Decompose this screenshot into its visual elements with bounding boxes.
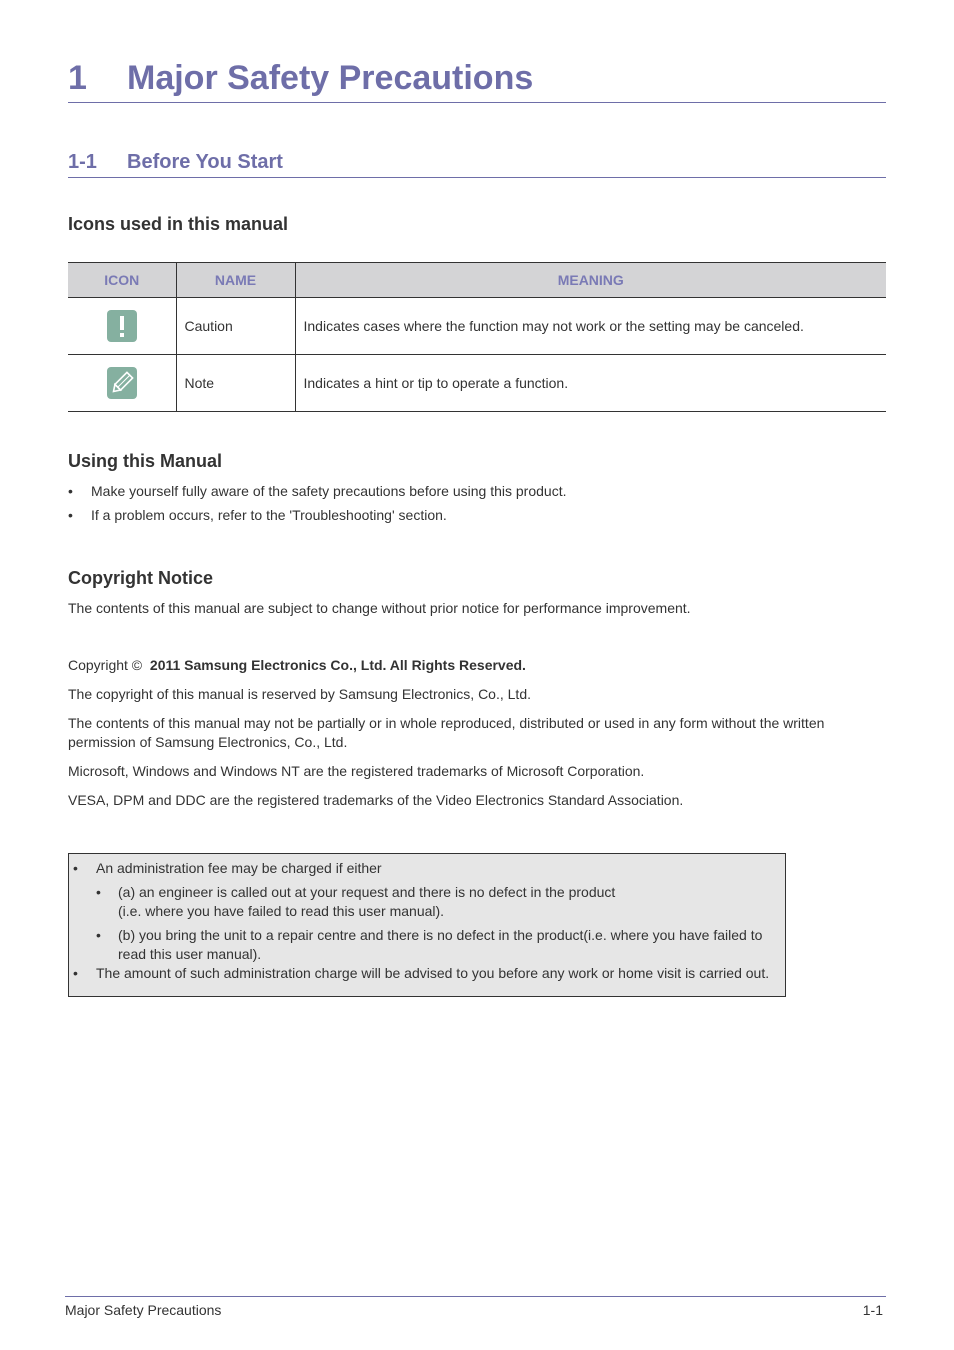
copyright-prefix: Copyright © [68,657,143,673]
section-title-text: Before You Start [127,151,283,173]
icons-table [68,262,886,412]
table-header-row [68,263,886,298]
notice-item [73,859,781,964]
footer-title: Major Safety Precautions [65,1302,222,1318]
copyright-line [68,656,868,675]
icons-heading: Icons used in this manual [68,214,289,234]
icon-cell [68,298,176,355]
copyright-paragraph: The copyright of this manual is reserved by Samsung Electronics, Co., Ltd. [68,686,531,702]
copyright-holder: 2011 Samsung Electronics Co., Ltd. All Rights Reserved. [149,657,526,673]
name-cell: Note [176,355,295,412]
note-icon [107,367,137,399]
page-number: 1-1 [862,1302,883,1318]
caution-icon [107,310,137,342]
notice-subitem: • (b) you bring the unit to a repair centre and there is no defect in the product(i.e. where you have failed to read this user manual). [96,926,781,964]
copyright-paragraph: VESA, DPM and DDC are the registered trademarks of the Video Electronics Standard Association. [68,792,684,808]
table-row [68,355,886,412]
chapter-number: 1 [68,59,87,97]
administration-fee-notice [68,853,786,997]
copyright-paragraph: Microsoft, Windows and Windows NT are the registered trademarks of Microsoft Corporation. [68,763,645,779]
copyright-paragraph: The contents of this manual may not be partially or in whole reproduced, distributed or used in any form without the written permission of Samsung Electronics, Co., Ltd. [68,715,825,750]
meaning-cell: Indicates cases where the function may not work or the setting may be canceled. [295,298,886,355]
notice-subitem-line: (a) an engineer is called out at your request and there is no defect in the product [118,884,616,900]
header-name: NAME [176,263,295,298]
using-manual-list [68,479,566,527]
icon-cell [68,355,176,412]
list-item: • Make yourself fully aware of the safety precautions before using this product. [68,479,566,503]
copyright-intro: The contents of this manual are subject to change without prior notice for performance improvement. [68,600,691,616]
header-meaning: MEANING [295,263,886,298]
notice-item-text: An administration fee may be charged if either [96,860,382,876]
notice-subitem [96,883,781,921]
list-item: • If a problem occurs, refer to the 'Troubleshooting' section. [68,503,566,527]
notice-list [73,859,781,983]
notice-item: • The amount of such administration charge will be advised to you before any work or home visit is carried out. [73,964,781,983]
notice-subitem-line: (i.e. where you have failed to read this user manual). [118,903,445,919]
copyright-heading: Copyright Notice [68,568,214,588]
table-row [68,298,886,355]
page-footer [65,1296,886,1320]
meaning-cell: Indicates a hint or tip to operate a function. [295,355,886,412]
header-icon: ICON [68,263,176,298]
chapter-title-text: Major Safety Precautions [127,59,534,97]
name-cell: Caution [176,298,295,355]
notice-sublist [96,883,781,964]
section-number: 1-1 [68,151,97,173]
using-manual-heading: Using this Manual [68,451,223,471]
chapter-title [68,58,886,103]
section-title [68,149,886,178]
